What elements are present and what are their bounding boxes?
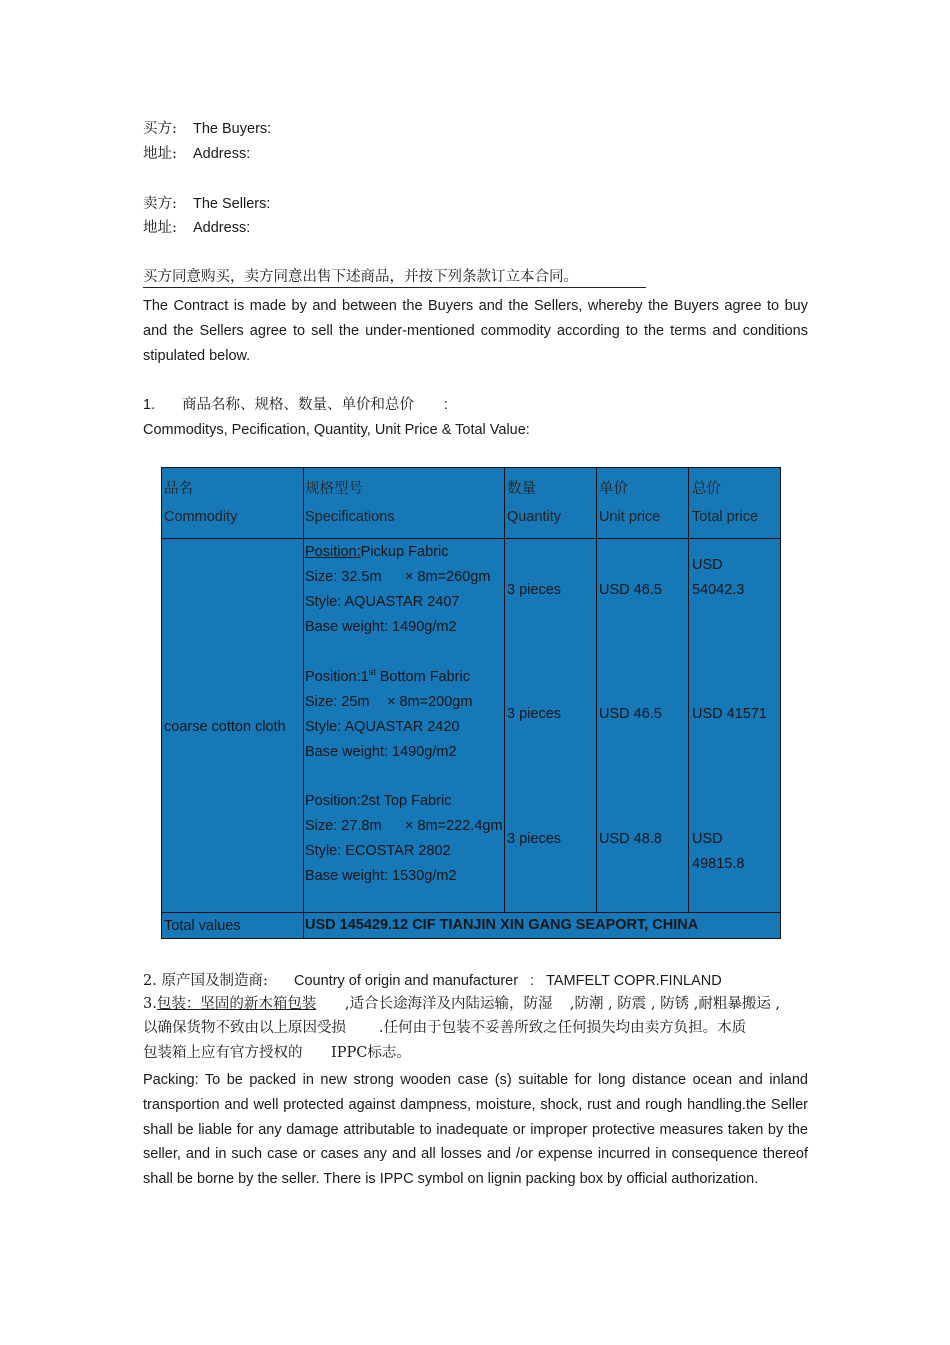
section2-label-en: Country of origin and manufacturer [294, 973, 519, 989]
section2-line [143, 971, 722, 991]
section3-packing-en: Packing: To be packed in new strong wooden case (s) suitable for long distance ocean and inland transportion and well protected against dampness, moisture, shock, rust and rough handling.the Seller shall be liable for any damage attributable to inadequate or improper protective measures taken by the seller, and in such case or cases any and all losses and /or expense incurred in consequence thereof shall be borne by the seller. There is IPPC symbol on lignin packing box by official authorization. [143, 1072, 808, 1188]
item-2-unit-price: USD 46.5 [599, 706, 662, 722]
header-specifications-en: Specifications [305, 509, 395, 525]
section1-heading-zh [143, 395, 448, 415]
item-2-weight: Base weight: 1490g/m2 [305, 744, 457, 760]
item-3-total-line2: 49815.8 [692, 856, 745, 872]
item-1-size-b: × 8m=260gm [405, 569, 491, 585]
section3-line2-a: 以确保货物不致由以上原因受损 [143, 1020, 346, 1036]
section1-number: 1. [143, 397, 156, 413]
table-divider [162, 912, 780, 913]
total-value: USD 145429.12 CIF TIANJIN XIN GANG SEAPORT, CHINA [305, 917, 699, 933]
item-1-total [692, 553, 744, 603]
item-2-total-line1: USD 41571 [692, 706, 767, 722]
table-divider [596, 468, 597, 913]
item-1-style: Style: AQUASTAR 2407 [305, 594, 460, 610]
table-divider [162, 538, 780, 539]
item-1-position-label: Position: [305, 544, 361, 560]
section3-line1-text: ,适合长途海洋及内陆运输，防湿 [344, 996, 553, 1012]
header-commodity-zh: 品名 [164, 481, 193, 497]
section2-colon: : [530, 973, 535, 989]
buyer-address-line [143, 144, 250, 164]
commodity-table [161, 467, 781, 939]
section3-line2-b: .任何由于包装不妥善所致之任何损失均由卖方负担。木质 [379, 1020, 747, 1036]
header-unit-price-en: Unit price [599, 509, 661, 525]
header-unit-price [599, 477, 660, 530]
buyer-label-zh: 买方: [143, 121, 177, 137]
header-unit-price-zh: 单价 [599, 481, 628, 497]
seller-address-label-en: Address: [193, 220, 251, 236]
section3-line1 [143, 994, 780, 1014]
buyer-address-label-en: Address: [193, 146, 251, 162]
item-2-position-label: Position:1 [305, 669, 369, 685]
section3-line3-a: 包装箱上应有官方授权的 [143, 1045, 303, 1061]
item-2-specs [305, 665, 472, 765]
item-1-unit-price: USD 46.5 [599, 582, 662, 598]
item-1-position-value: Pickup Fabric [360, 544, 449, 560]
commodity-name: coarse cotton cloth [164, 719, 286, 735]
item-1-size-a: Size: 32.5m [305, 569, 382, 585]
item-2-size-b: × 8m=200gm [387, 694, 473, 710]
header-total-price [692, 477, 758, 530]
header-quantity [507, 477, 561, 530]
section1-title-zh: 商品名称、规格、数量、单价和总价 [182, 397, 414, 413]
section3-line3 [143, 1043, 411, 1063]
intro-en: The Contract is made by and between the Buyers and the Sellers, whereby the Buyers agree to buy and the Sellers agree to sell the under-mentioned commodity according to the terms and conditions stipulated below. [143, 298, 808, 364]
header-commodity [164, 477, 237, 530]
section2-value: TAMFELT COPR.FINLAND [546, 973, 722, 989]
header-quantity-en: Quantity [507, 509, 561, 525]
item-3-specs [305, 789, 503, 889]
section3-packing-title: 包装：坚固的新木箱包装 [156, 996, 317, 1012]
header-total-price-en: Total price [692, 509, 759, 525]
item-3-total-line1: USD [692, 831, 723, 847]
section2-prefix: 2. 原产国及制造商: [143, 973, 268, 989]
item-2-total [692, 702, 767, 727]
section3-number: 3. [143, 996, 157, 1012]
seller-label-zh: 卖方: [143, 196, 177, 212]
table-divider [688, 468, 689, 913]
item-3-position-label: Position:2st Top Fabric [305, 793, 452, 809]
item-3-total [692, 827, 744, 877]
item-3-size-a: Size: 27.8m [305, 818, 382, 834]
item-1-total-line2: 54042.3 [692, 582, 745, 598]
item-2-quantity: 3 pieces [507, 706, 562, 722]
section3-line3-b: IPPC标志。 [331, 1045, 411, 1061]
item-3-size-b: × 8m=222.4gm [405, 818, 503, 834]
header-specifications-zh: 规格型号 [305, 481, 363, 497]
item-3-style: Style: ECOSTAR 2802 [305, 843, 451, 859]
item-2-position-sup: st [368, 667, 376, 678]
item-3-unit-price: USD 48.8 [599, 831, 662, 847]
section1-colon: : [444, 397, 449, 413]
header-specifications [305, 477, 394, 530]
item-2-style: Style: AQUASTAR 2420 [305, 719, 460, 735]
header-quantity-zh: 数量 [507, 481, 536, 497]
header-total-price-zh: 总价 [692, 481, 721, 497]
section3-line2 [143, 1018, 746, 1038]
buyer-line [143, 119, 271, 139]
table-divider [504, 468, 505, 913]
item-1-quantity: 3 pieces [507, 582, 562, 598]
item-1-specs [305, 540, 490, 640]
total-label: Total values [164, 918, 241, 934]
header-commodity-en: Commodity [164, 509, 238, 525]
item-1-total-line1: USD [692, 557, 723, 573]
seller-address-line [143, 218, 250, 238]
section3-line1-end: ,防潮 , 防震 , 防锈 ,耐粗暴搬运 , [569, 996, 781, 1012]
seller-line [143, 194, 270, 214]
buyer-address-label-zh: 地址: [143, 146, 177, 162]
intro-zh: 买方同意购买，卖方同意出售下述商品，并按下列条款订立本合同。 [143, 268, 646, 288]
item-2-position-value: Bottom Fabric [375, 669, 470, 685]
section1-title-en: Commoditys, Pecification, Quantity, Unit Price & Total Value: [143, 422, 530, 438]
item-3-quantity: 3 pieces [507, 831, 562, 847]
buyer-label-en: The Buyers: [193, 121, 272, 137]
seller-address-label-zh: 地址: [143, 220, 177, 236]
item-3-weight: Base weight: 1530g/m2 [305, 868, 457, 884]
item-2-size-a: Size: 25m [305, 694, 370, 710]
seller-label-en: The Sellers: [193, 196, 271, 212]
item-1-weight: Base weight: 1490g/m2 [305, 619, 457, 635]
